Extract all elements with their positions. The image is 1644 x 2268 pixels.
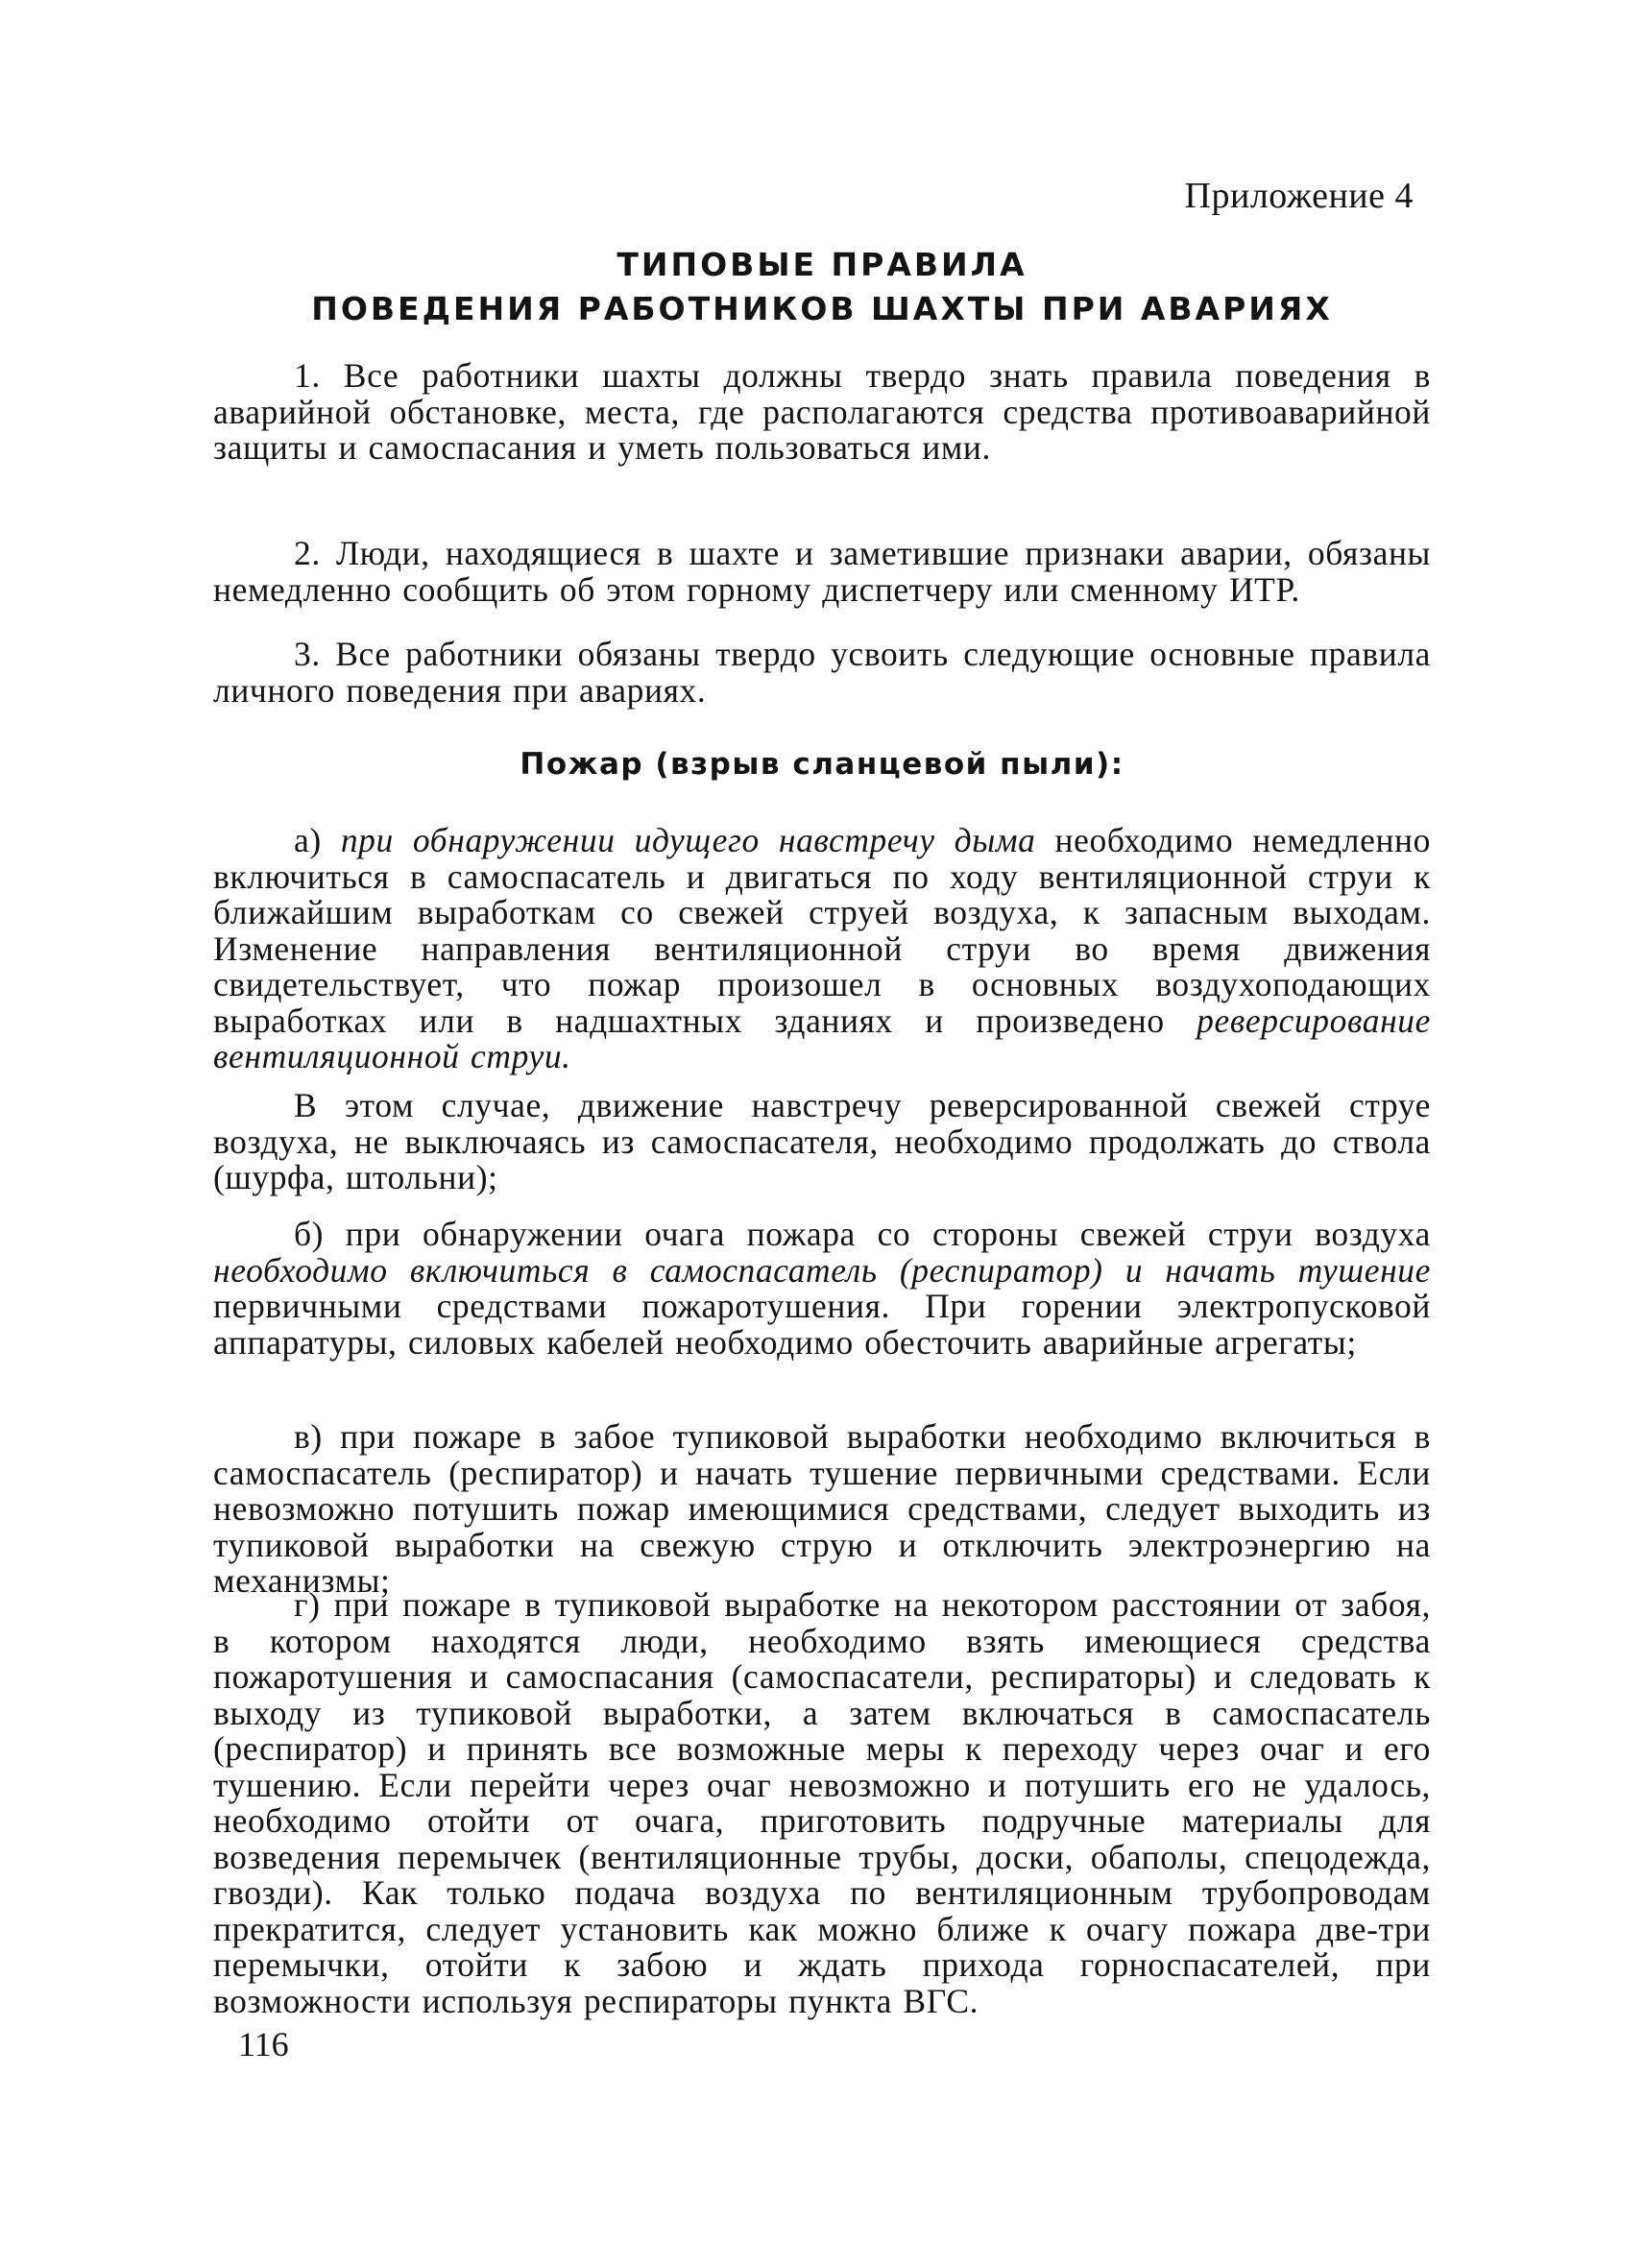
section-heading: Пожар (взрыв сланцевой пыли): xyxy=(520,747,1124,782)
title-line-1: ТИПОВЫЕ ПРАВИЛА xyxy=(616,246,1028,283)
item-b-text-start: при обнаружении очага пожара со стороны свежей струи воздуха xyxy=(345,1215,1431,1253)
item-a xyxy=(213,823,1431,1075)
item-b-text-end: первичными средствами пожаротушения. При горении электропусковой аппаратуры, силовых кабелей необходимо обесточить аварийные агрегаты; xyxy=(213,1287,1431,1362)
item-b-label: б) xyxy=(294,1215,325,1253)
item-a-continuation: В этом случае, движение навстречу реверсированной свежей струе воздуха, не выключаясь из самоспасателя, необходимо продолжать до ствола (шурфа, штольни); xyxy=(213,1086,1431,1196)
title-line-2: ПОВЕДЕНИЯ РАБОТНИКОВ ШАХТЫ ПРИ АВАРИЯХ xyxy=(311,290,1333,327)
item-b xyxy=(213,1217,1431,1361)
item-b-italic: необходимо включиться в самоспасатель (респиратор) и начать тушение xyxy=(213,1250,1431,1290)
appendix-label: Приложение 4 xyxy=(1184,176,1414,216)
paragraph-1: 1. Все работники шахты должны твердо знать правила поведения в аварийной обстановке, места, где располагаются средства противоаварийной защиты и самоспасания и уметь пользоваться ими. xyxy=(213,356,1431,467)
item-a-label: а) xyxy=(294,821,322,859)
item-c: в) при пожаре в забое тупиковой выработки необходимо включиться в самоспасатель (респиратор) и начать тушение первичными средствами. Если невозможно потушить пожар имеющимися средствами, следует выходить из тупиковой выработки на свежую струю и отключить электроэнергию на механизмы; xyxy=(213,1417,1431,1600)
paragraph-2: 2. Люди, находящиеся в шахте и заметившие признаки аварии, обязаны немедленно сообщить об этом горному диспетчеру или сменному ИТР. xyxy=(213,534,1431,609)
page-number: 116 xyxy=(238,2025,289,2063)
item-d: г) при пожаре в тупиковой выработке на некотором расстоянии от забоя, в котором находятся люди, необходимо взять имеющиеся средства пожаротушения и самоспасания (самоспасатели, респираторы) и следовать к выходу из тупиковой выработки, а затем включаться в самоспасатель (респиратор) и принять все возможные меры к переходу через очаг и его тушению. Если перейти через очаг невозможно и потушить его не удалось, необходимо отойти от очага, приготовить подручные материалы для возведения перемычек (вентиляционные трубы, доски, обаполы, спецодежда, гвозди). Как только подача воздуха по вентиляционным трубопроводам прекратится, следует установить как можно ближе к очагу пожара две-три перемычки, отойти к забою и ждать прихода горноспасателей, при возможности используя респираторы пункта ВГС. xyxy=(213,1585,1431,2020)
paragraph-3: 3. Все работники обязаны твердо усвоить следующие основные правила личного поведения при авариях. xyxy=(213,635,1431,710)
item-a-italic-start: при обнаружении идущего навстречу дыма xyxy=(340,821,1036,859)
item-a-text: необходимо немедленно включиться в самоспасатель и двигаться по ходу вентиляционной струи к ближайшим выработкам со свежей струей воздуха, к запасным выходам. Изменение направления вентиляционной струи во время движения свидетельствует, что пожар произошел в основных воздухоподающих выработках или в надшахтных зданиях и произведено xyxy=(213,821,1431,1040)
item-a-italic-end: реверсирование вентиляционной струи. xyxy=(213,1001,1431,1075)
